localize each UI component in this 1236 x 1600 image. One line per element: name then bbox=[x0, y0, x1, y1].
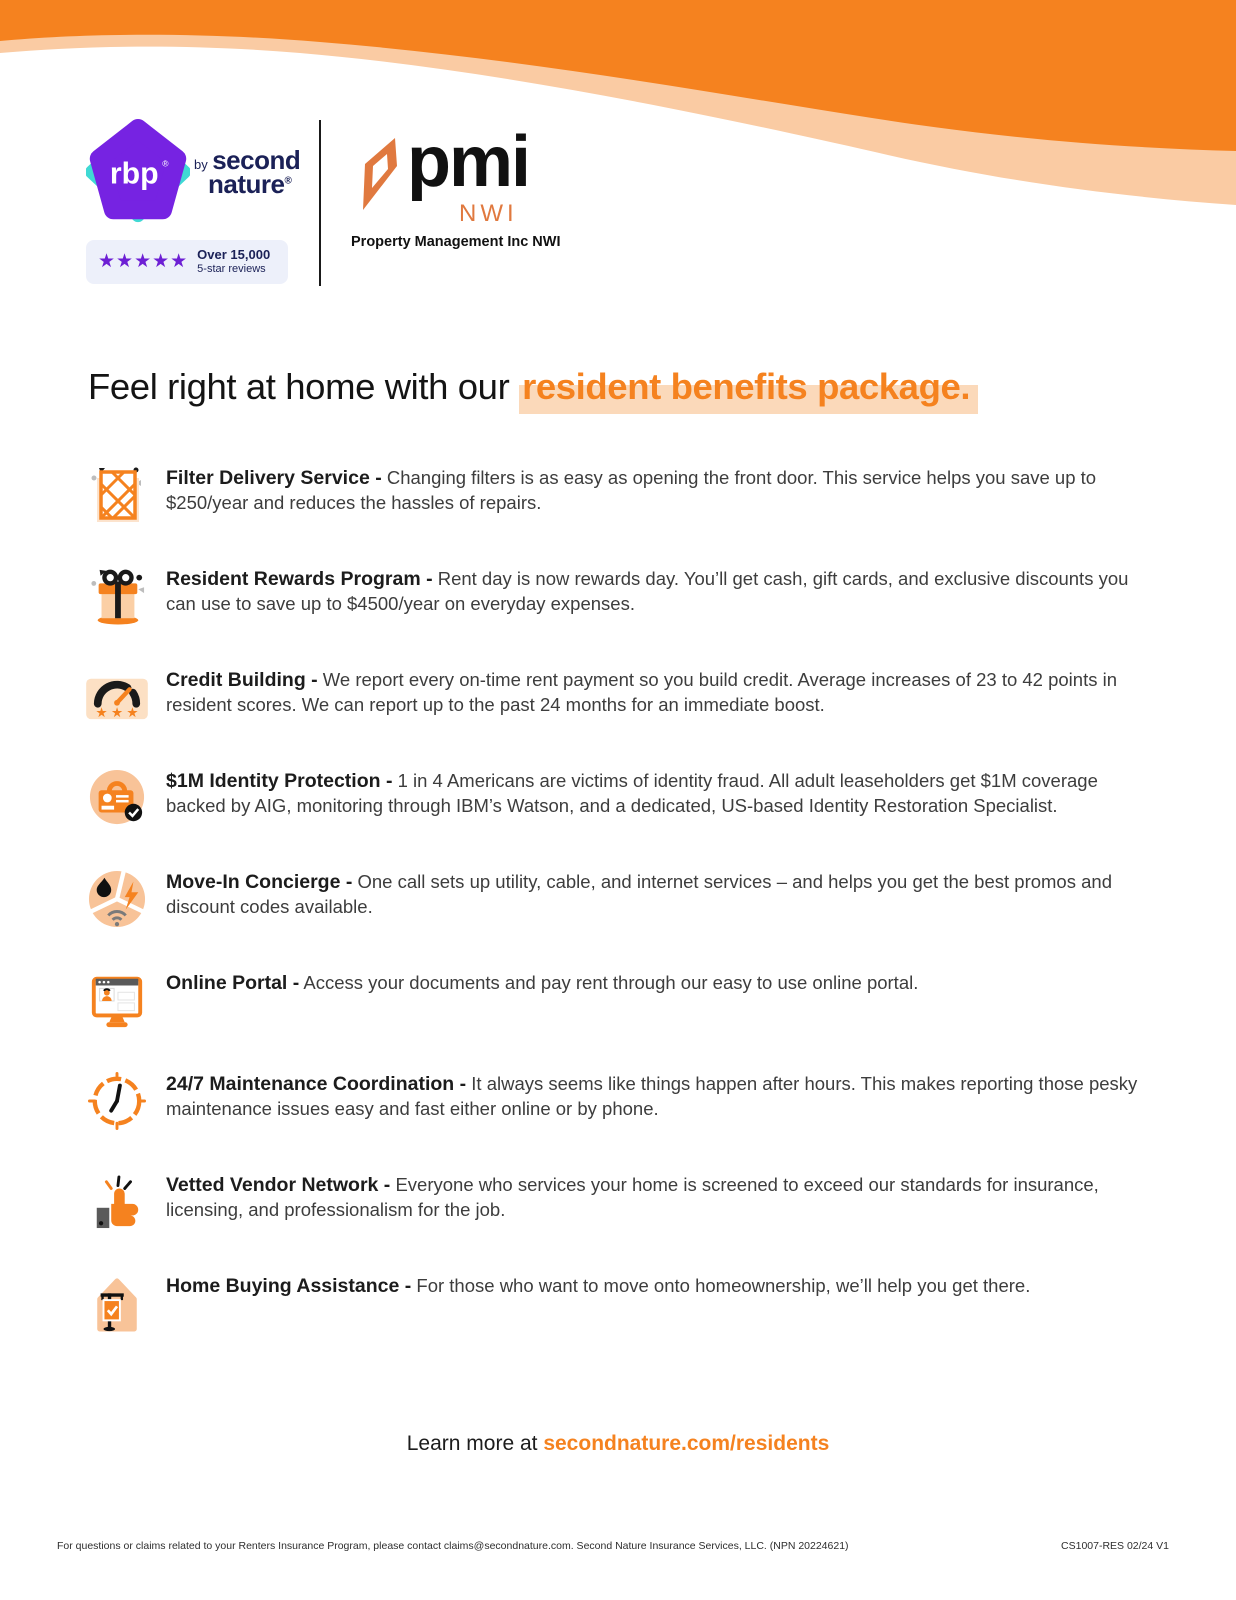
pmi-logo-icon bbox=[351, 136, 403, 214]
benefit-title: Credit Building - bbox=[166, 669, 318, 691]
benefit-description: It always seems like things happen after hours. This makes reporting those pesky maintenance issues easy and fast either online or by phone. bbox=[166, 1073, 1138, 1120]
benefit-description: Access your documents and pay rent through our easy to use online portal. bbox=[303, 972, 919, 993]
benefit-title: Move-In Concierge - bbox=[166, 871, 353, 893]
benefit-text bbox=[166, 465, 1138, 516]
pmi-region-label: NWI bbox=[459, 200, 518, 227]
five-stars-icon: ★★★★★ bbox=[98, 251, 189, 273]
benefit-row-resident-rewards bbox=[86, 565, 1148, 627]
pmi-wordmark: pmi bbox=[407, 122, 530, 202]
rbp-logo-icon bbox=[86, 116, 190, 228]
svg-text:®: ® bbox=[162, 158, 169, 169]
pmi-tagline: Property Management Inc NWI bbox=[351, 234, 561, 250]
benefit-row-identity-protection bbox=[86, 767, 1148, 829]
page-title bbox=[88, 366, 1158, 408]
learn-more-line bbox=[0, 1432, 1236, 1456]
logo-band bbox=[86, 116, 560, 286]
benefit-title: Resident Rewards Program - bbox=[166, 568, 433, 590]
benefits-list bbox=[86, 464, 1148, 1373]
reviews-count: Over 15,000 bbox=[197, 247, 271, 262]
benefit-title: 24/7 Maintenance Coordination - bbox=[166, 1073, 467, 1095]
benefit-title: Vetted Vendor Network - bbox=[166, 1174, 391, 1196]
fine-print-text: For questions or claims related to your Renters Insurance Program, please contact claims@secondnature.com. Second Nature Insurance Services, LLC. (NPN 20224621) bbox=[57, 1540, 849, 1552]
home-sale-sign-icon bbox=[86, 1272, 148, 1334]
benefit-row-credit-building bbox=[86, 666, 1148, 728]
rbp-second-nature-logo bbox=[86, 116, 311, 284]
learn-more-prefix: Learn more at bbox=[406, 1432, 544, 1455]
benefit-description: 1 in 4 Americans are victims of identity fraud. All adult leaseholders get $1M coverage backed by AIG, monitoring through IBM’s Watson, and a dedicated, US-based Identity Restoration Specialist. bbox=[166, 770, 1098, 817]
svg-text:★: ★ bbox=[95, 705, 108, 721]
document-code: CS1007-RES 02/24 V1 bbox=[1061, 1540, 1169, 1552]
by-label: by bbox=[194, 157, 208, 172]
brand-word-second: second bbox=[212, 145, 301, 175]
benefit-description: Changing filters is as easy as opening the front door. This service helps you save up to $250/year and reduces the hassles of repairs. bbox=[166, 467, 1097, 514]
air-filter-icon bbox=[86, 464, 148, 526]
benefit-title: $1M Identity Protection - bbox=[166, 770, 393, 792]
second-nature-wordmark bbox=[194, 147, 300, 197]
benefit-text bbox=[166, 566, 1138, 617]
benefit-description: One call sets up utility, cable, and internet services – and helps you get the best promos and discount codes available. bbox=[166, 871, 1112, 918]
identity-shield-icon bbox=[86, 767, 148, 829]
headline-prefix: Feel right at home with our bbox=[88, 366, 520, 408]
benefit-text bbox=[166, 667, 1138, 718]
thumbs-up-icon bbox=[86, 1171, 148, 1233]
svg-text:★: ★ bbox=[110, 705, 124, 721]
logo-divider bbox=[319, 120, 321, 286]
brand-word-nature: nature bbox=[208, 169, 285, 199]
fine-print bbox=[57, 1540, 1169, 1552]
pmi-logo bbox=[351, 122, 561, 250]
benefit-text bbox=[166, 1273, 1030, 1299]
clock-icon bbox=[86, 1070, 148, 1132]
utilities-wheel-icon bbox=[86, 868, 148, 930]
headline-highlight: resident benefits package. bbox=[519, 366, 978, 414]
benefit-text bbox=[166, 970, 918, 996]
benefit-description: For those who want to move onto homeownership, we’ll help you get there. bbox=[416, 1275, 1031, 1296]
learn-more-link[interactable]: secondnature.com/residents bbox=[543, 1432, 830, 1455]
benefit-row-vetted-vendor-network bbox=[86, 1171, 1148, 1233]
benefit-row-online-portal bbox=[86, 969, 1148, 1031]
benefit-title: Home Buying Assistance - bbox=[166, 1275, 412, 1297]
benefit-row-filter-delivery bbox=[86, 464, 1148, 526]
reviews-caption: 5-star reviews bbox=[197, 262, 266, 275]
gift-box-icon bbox=[86, 565, 148, 627]
benefit-row-home-buying-assistance bbox=[86, 1272, 1148, 1334]
benefit-description: We report every on-time rent payment so you build credit. Average increases of 23 to 42 points in resident scores. We can report up to the past 24 months for an immediate boost. bbox=[166, 669, 1118, 716]
benefit-text bbox=[166, 869, 1138, 920]
credit-gauge-icon bbox=[86, 666, 148, 728]
benefit-row-maintenance-coordination bbox=[86, 1070, 1148, 1132]
benefit-text bbox=[166, 1071, 1138, 1122]
svg-text:rbp: rbp bbox=[109, 157, 159, 191]
benefit-title: Filter Delivery Service - bbox=[166, 467, 382, 489]
benefit-text bbox=[166, 768, 1138, 819]
svg-text:★: ★ bbox=[126, 705, 139, 721]
benefit-row-move-in-concierge bbox=[86, 868, 1148, 930]
registered-mark: ® bbox=[284, 175, 292, 187]
online-portal-icon bbox=[86, 969, 148, 1031]
benefit-text bbox=[166, 1172, 1138, 1223]
benefit-description: Rent day is now rewards day. You’ll get cash, gift cards, and exclusive discounts you can use to save up to $4500/year on everyday expenses. bbox=[166, 568, 1129, 615]
benefit-description: Everyone who services your home is screened to exceed our standards for insurance, licensing, and professionalism for the job. bbox=[166, 1174, 1099, 1221]
reviews-badge bbox=[86, 240, 288, 284]
benefit-title: Online Portal - bbox=[166, 972, 300, 994]
